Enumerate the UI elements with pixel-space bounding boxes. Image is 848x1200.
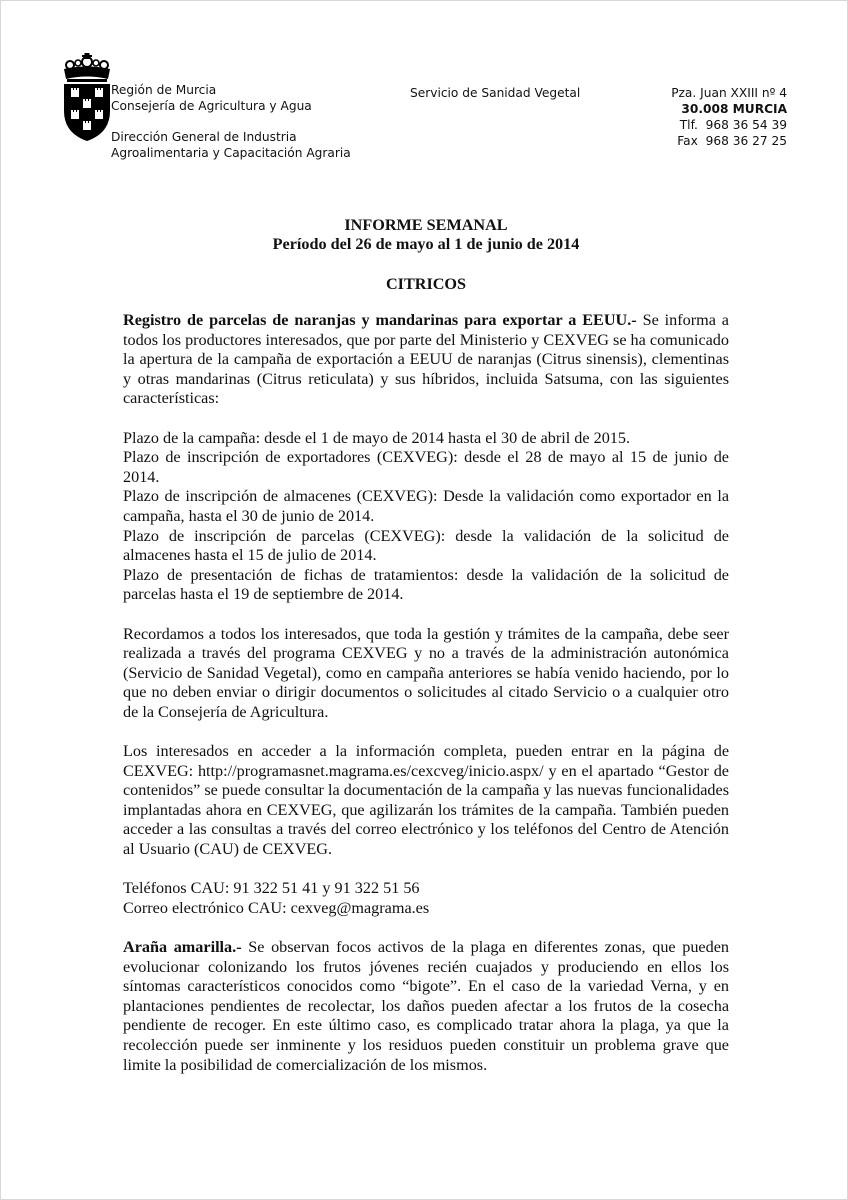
report-title: INFORME SEMANAL [344,216,508,234]
cau-email: Correo electrónico CAU: cexveg@magrama.es [123,898,430,917]
deadline-exporters: Plazo de inscripción de exportadores (CEXVEG): desde el 28 de mayo al 15 de junio de 2014. [123,448,729,486]
fax: Fax 968 36 27 25 [677,134,787,148]
cau-phones: Teléfonos CAU: 91 322 51 41 y 91 322 51 56 [123,879,420,898]
address: Pza. Juan XXIII nº 4 [671,86,787,100]
deadline-treatments: Plazo de presentación de fichas de tratamientos: desde la validación de la solicitud de parcelas hasta el 19 de septiembre de 2014. [123,565,729,604]
paragraph-text: Se observan focos activos de la plaga en diferentes zonas, que pueden evolucionar colonizando los frutos jóvenes recién cuajados y produciendo en ellos los síntomas característicos conocidos como “bigote”. En el caso de la variedad Verna, y en plantaciones pendientes de recolectar, los daños pueden afectar a los frutos de la cosecha pendiente de recoger. En este último caso, es complicado tratar ahora la plaga, ya que la recolección puede ser inminente y los residuos pueden constituir un problema grave que limite la posibilidad de comercialización de los mismos. [123,938,729,1074]
org-name: Región de Murcia [111,83,217,97]
dept-name: Dirección General de Industria [111,130,297,144]
paragraph-heading: Registro de parcelas de naranjas y mandarinas para exportar a EEUU.- [123,311,637,329]
paragraph-reminder: Recordamos a todos los interesados, que toda la gestión y trámites de la campaña, debe seer realizada a través del programa CEXVEG y no a través de la administración autonómica (Servicio de Sanidad Vegetal), como en campaña anteriores se había venido haciendo, por lo que no deben enviar o dirigir documentos o solicitudes al citado Servicio o a cualquier otro de la Consejería de Agricultura. [123,624,729,721]
report-body [123,311,729,1075]
paragraph-information: Los interesados en acceder a la información completa, pueden entrar en la página de CEXVEG: http://programasnet.magrama.es/cexcveg/inicio.aspx/ y en el apartado “Gestor de contenidos” se puede consultar la documentación de la campaña y las nuevas funcionalidades implantadas ahora en CEXVEG, que agilizarán los trámites de la campaña. También pueden acceder a las consultas a través del correo electrónico y los teléfonos del Centro de Atención al Usuario (CAU) de CEXVEG. [123,742,729,859]
org-council: Consejería de Agricultura y Agua [111,99,312,113]
phone: Tlf. 968 36 54 39 [679,118,787,132]
header-contact [591,85,787,149]
paragraph-text: Se informa a todos los productores interesados, que por parte del Ministerio y CEXVEG se ha comunicado la apertura de la campaña de exportación a EEUU de naranjas (Citrus sinensis), clementinas y otras mandarinas (Citrus reticulata) y sus híbridos, incluida Satsuma, con las siguientes características: [123,311,729,408]
dept-name-2: Agroalimentaria y Capacitación Agraria [111,146,351,160]
deadline-plots: Plazo de inscripción de parcelas (CEXVEG): desde la validación de la solicitud de almacenes hasta el 15 de julio de 2014. [123,526,729,565]
paragraph-red-mite [123,938,729,1075]
region-crest-icon [61,53,113,143]
deadline-campaign: Plazo de la campaña: desde el 1 de mayo de 2014 hasta el 30 de abril de 2015. [123,428,631,447]
header-organization [111,82,401,161]
report-period: Período del 26 de mayo al 1 de junio de 2014 [272,235,580,253]
deadline-warehouses: Plazo de inscripción de almacenes (CEXVEG): Desde la validación como exportador en la campaña, hasta el 30 de junio de 2014. [123,487,729,525]
paragraph-registration [123,311,729,409]
postal-code: 30.008 MURCIA [681,102,787,116]
service-name: Servicio de Sanidad Vegetal [410,86,581,100]
section-title: CITRICOS [385,275,467,293]
paragraph-heading: Araña amarilla.- [123,938,242,956]
